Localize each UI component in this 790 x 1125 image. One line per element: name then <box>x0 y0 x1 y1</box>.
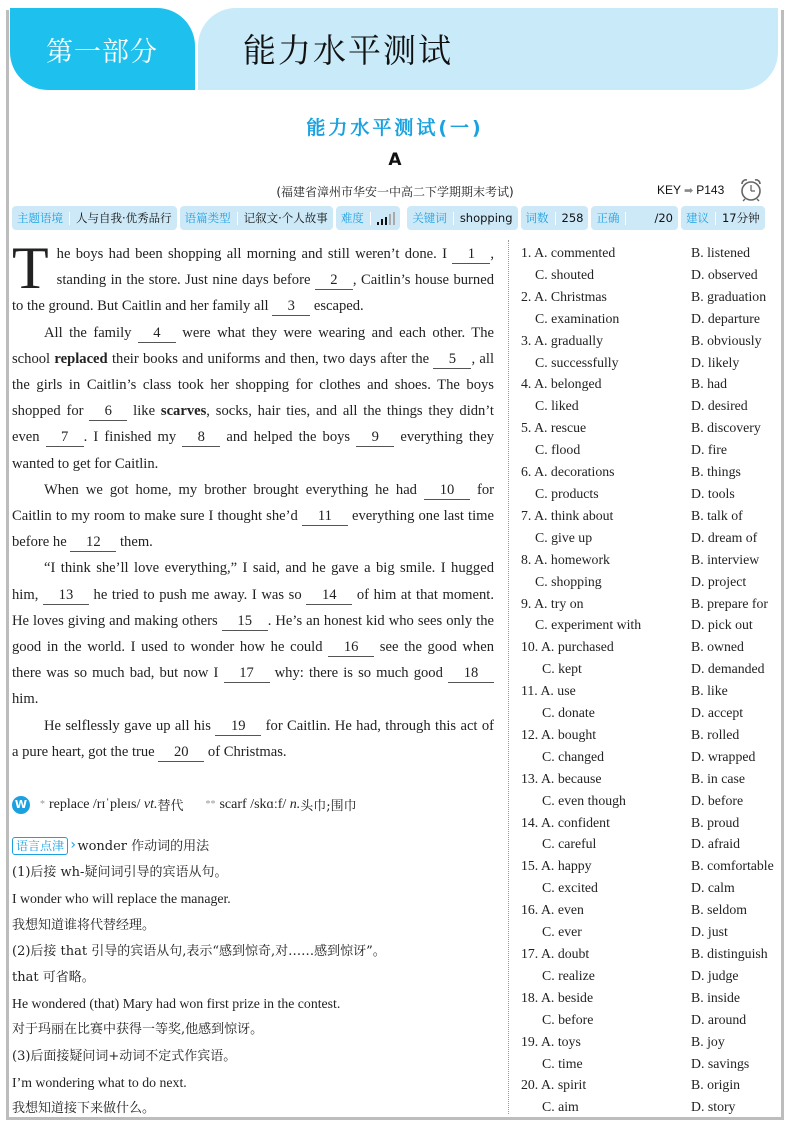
option-b[interactable]: B. in case <box>691 770 746 786</box>
question-19-row-ab <box>521 1031 779 1053</box>
note-line: (2)后接 that 引导的宾语从句,表示“感到惊奇,对……感到惊讶”。 <box>12 943 386 959</box>
type-label: 语篇类型 <box>184 211 231 225</box>
part-badge <box>10 8 195 90</box>
question-number: 8. <box>521 551 532 567</box>
option-c[interactable]: C. products <box>535 485 599 501</box>
note-line: (3)后面接疑问词+动词不定式作宾语。 <box>12 1048 237 1064</box>
question-19-row-cd <box>521 1053 779 1075</box>
exam-source: (福建省漳州市华安一中高二下学期期末考试) <box>276 185 514 199</box>
blank-8: 8 <box>182 428 220 447</box>
blank-19: 19 <box>215 717 261 736</box>
note-line: 我想知道谁将代替经理。 <box>12 917 156 933</box>
question-8-row-ab <box>521 549 779 571</box>
key-word-replaced: replaced <box>54 350 108 367</box>
text-type-tag <box>180 206 333 230</box>
paragraph-5: He selflessly gave up all his 19 for Caitlin. He had, through this act of a pure heart, got the true 20 of Christmas. <box>12 717 495 760</box>
key-label: KEY <box>657 183 682 197</box>
option-c[interactable]: C. examination <box>535 310 620 326</box>
option-b[interactable]: B. things <box>691 464 741 480</box>
difficulty-bar <box>377 222 380 225</box>
option-c[interactable]: C. aim <box>542 1099 579 1115</box>
language-note-tag: 语言点津 › <box>12 837 68 855</box>
answer-options <box>521 242 779 1118</box>
theme-label: 主题语境 <box>17 211 63 225</box>
keyword-label: 关键词 <box>412 211 447 225</box>
vocab-word-2: scarf <box>219 796 247 812</box>
question-11-row-ab <box>521 680 779 702</box>
option-a[interactable]: A. gradually <box>534 332 604 348</box>
note-line: that 可省略。 <box>12 970 95 986</box>
question-18-row-cd <box>521 1009 779 1031</box>
cloze-passage <box>12 235 495 765</box>
option-c[interactable]: C. shopping <box>535 573 602 589</box>
option-c[interactable]: C. careful <box>542 836 597 852</box>
question-1-row-ab <box>521 242 779 264</box>
correct-count-tag <box>591 206 678 230</box>
vocab-pos-2: n. <box>289 796 301 812</box>
question-14-row-ab <box>521 812 779 834</box>
option-a[interactable]: A. think about <box>534 507 614 523</box>
question-18-row-ab <box>521 987 779 1009</box>
theme-value: 人与自我·优秀品行 <box>76 211 172 225</box>
option-b[interactable]: B. like <box>691 683 728 699</box>
option-b[interactable]: B. proud <box>691 814 740 830</box>
option-a[interactable]: A. decorations <box>534 464 615 480</box>
double-star-icon: ** <box>205 799 216 810</box>
paragraph-3: When we got home, my brother brought everything he had 10 for Caitlin to my room to make sure I thought she’d 11 everything one last time before he 12 them. <box>12 481 494 551</box>
question-8-row-cd <box>521 571 779 593</box>
question-2-row-cd <box>521 308 779 330</box>
difficulty-tag <box>336 206 401 230</box>
option-c[interactable]: C. kept <box>542 661 582 677</box>
info-bar <box>12 206 765 230</box>
word-icon: W <box>12 796 30 814</box>
question-number: 7. <box>521 507 532 523</box>
option-d[interactable]: D. desired <box>691 398 748 414</box>
language-note-header <box>12 833 502 860</box>
blank-9: 9 <box>356 428 394 447</box>
vocab-phonetic-1: /rɪˈpleɪs/ <box>92 796 141 812</box>
option-c[interactable]: C. successfully <box>535 354 619 370</box>
question-4-row-cd <box>521 395 779 417</box>
blank-4: 4 <box>138 324 176 343</box>
paragraph-2: All the family 4 were what they were wearing and each other. The school replaced their books and uniforms and then, two days after the 5 , all the girls in Caitlin’s class took her shopping for clothes and shoes. The boys shopped for 6 like scarves, socks, hair ties, and all the things they didn’t even 7 . I finished my 8 and helped the boys 9 everything they wanted to get for Caitlin. <box>12 324 494 472</box>
paragraph-1: The boys had been shopping all morning and still weren’t done. I 1 , standing in the store. Just nine days before 2 , Caitlin’s house burned to the ground. But Caitlin and her family all 3 escaped. <box>12 235 494 315</box>
option-b[interactable]: B. rolled <box>691 726 740 742</box>
question-number: 1. <box>521 245 532 260</box>
question-14-row-cd <box>521 833 779 855</box>
question-number: 4. <box>521 376 532 392</box>
option-d[interactable]: D. around <box>691 1011 747 1027</box>
blank-12: 12 <box>70 533 116 552</box>
question-7-row-cd <box>521 527 779 549</box>
option-c[interactable]: C. ever <box>542 924 582 940</box>
header-banner <box>10 8 778 90</box>
question-12-row-cd <box>521 746 779 768</box>
option-a[interactable]: A. confident <box>540 814 610 830</box>
question-number: 6. <box>521 464 532 480</box>
option-b[interactable]: B. origin <box>691 1077 741 1093</box>
keyword-tag <box>407 206 517 230</box>
option-d[interactable]: D. story <box>691 1099 736 1115</box>
word-count-value: 258 <box>561 211 584 225</box>
word-count-label: 词数 <box>525 211 549 225</box>
question-1-row-cd <box>521 264 779 286</box>
question-10-row-ab <box>521 636 779 658</box>
option-a[interactable]: A. bought <box>540 726 597 742</box>
question-5-row-cd <box>521 439 779 461</box>
option-b[interactable]: B. listened <box>691 245 751 260</box>
option-b[interactable]: B. prepare for <box>691 595 768 611</box>
key-page: P143 <box>696 183 725 197</box>
option-a[interactable]: A. homework <box>534 551 610 567</box>
question-number: 2. <box>521 288 532 304</box>
suggested-time-label: 建议 <box>685 211 709 225</box>
blank-1: 1 <box>452 245 490 264</box>
blank-20: 20 <box>158 743 204 762</box>
question-number: 5. <box>521 420 532 436</box>
difficulty-bar <box>381 219 384 225</box>
option-b[interactable]: B. interview <box>691 551 760 567</box>
question-number: 14. <box>521 814 539 830</box>
word-count-tag <box>521 206 589 230</box>
question-17-row-ab <box>521 943 779 965</box>
blank-15: 15 <box>222 612 268 631</box>
blank-14: 14 <box>306 586 352 605</box>
option-c[interactable]: C. liked <box>535 398 579 414</box>
option-d[interactable]: D. observed <box>691 266 758 282</box>
question-number: 11. <box>521 683 538 699</box>
option-d[interactable]: D. judge <box>691 967 739 983</box>
question-6-row-cd <box>521 483 779 505</box>
question-number: 17. <box>521 946 539 961</box>
option-d[interactable]: D. afraid <box>691 836 741 852</box>
option-d[interactable]: D. dream of <box>691 529 758 545</box>
question-number: 15. <box>521 858 539 874</box>
page-border-right <box>781 10 784 1120</box>
option-d[interactable]: D. wrapped <box>691 748 756 764</box>
option-c[interactable]: C. time <box>542 1055 583 1071</box>
note-line: 对于玛丽在比赛中获得一等奖,他感到惊讶。 <box>12 1022 264 1038</box>
blank-16: 16 <box>328 638 374 657</box>
option-b[interactable]: B. joy <box>691 1033 725 1049</box>
question-10-row-cd <box>521 658 779 680</box>
option-d[interactable]: D. just <box>691 924 728 940</box>
option-d[interactable]: D. savings <box>691 1055 750 1071</box>
option-d[interactable]: D. pick out <box>691 617 753 633</box>
option-d[interactable]: D. departure <box>691 310 760 326</box>
question-number: 9. <box>521 595 532 611</box>
correct-label: 正确 <box>596 211 620 225</box>
option-c[interactable]: C. changed <box>542 748 605 764</box>
question-number: 10. <box>521 639 539 655</box>
option-c[interactable]: C. experiment with <box>535 617 642 633</box>
question-12-row-ab <box>521 724 779 746</box>
option-b[interactable]: B. owned <box>691 639 744 655</box>
paragraph-4: “I think she’ll love everything,” I said, and he gave a big smile. I hugged him, 13 he tried to push me away. I was so 14 of him at that moment. He loves giving and making others 15 . He’s an honest kid who sees only the good in the world. I used to wonder how he could 16 see the good when there was so much bad, but now I 17 why: there is so much good 18 him. <box>12 560 495 708</box>
option-d[interactable]: D. demanded <box>691 661 765 677</box>
option-c[interactable]: C. even though <box>542 792 626 808</box>
question-16-row-cd <box>521 921 779 943</box>
option-a[interactable]: A. happy <box>540 858 592 874</box>
option-d[interactable]: D. before <box>691 792 744 808</box>
vocab-word-1: replace <box>49 796 90 812</box>
part-label: 第一部分 <box>46 37 158 68</box>
option-d[interactable]: D. calm <box>691 880 735 896</box>
blank-5: 5 <box>433 350 471 369</box>
question-number: 19. <box>521 1033 539 1049</box>
question-number: 13. <box>521 770 539 786</box>
question-number: 3. <box>521 332 532 348</box>
question-20-row-ab <box>521 1074 779 1096</box>
question-13-row-cd <box>521 790 779 812</box>
correct-value: /20 <box>654 211 673 225</box>
star-icon: * <box>40 799 45 810</box>
difficulty-label: 难度 <box>340 211 364 225</box>
vocab-meaning-1: 替代 <box>157 799 184 814</box>
question-4-row-ab <box>521 373 779 395</box>
blank-18: 18 <box>448 664 494 683</box>
question-number: 16. <box>521 902 539 918</box>
question-number: 20. <box>521 1077 539 1093</box>
option-c[interactable]: C. before <box>542 1011 594 1027</box>
question-9-row-ab <box>521 593 779 615</box>
question-9-row-cd <box>521 614 779 636</box>
question-3-row-ab <box>521 330 779 352</box>
note-line: 我想知道接下来做什么。 <box>12 1101 156 1117</box>
option-c[interactable]: C. excited <box>542 880 598 896</box>
option-b[interactable]: B. discovery <box>691 420 761 436</box>
option-c[interactable]: C. realize <box>542 967 595 983</box>
question-7-row-ab <box>521 505 779 527</box>
theme-tag <box>12 206 177 230</box>
note-line: I wonder who will replace the manager. <box>12 891 231 907</box>
option-b[interactable]: B. distinguish <box>691 946 768 961</box>
drop-cap: T <box>12 235 49 301</box>
question-2-row-ab <box>521 286 779 308</box>
question-number: 18. <box>521 989 539 1005</box>
option-a[interactable]: A. toys <box>540 1033 581 1049</box>
vocabulary-note <box>12 795 357 814</box>
note-line: I’m wondering what to do next. <box>12 1074 187 1090</box>
difficulty-bars-icon <box>377 212 396 225</box>
option-c[interactable]: C. flood <box>535 442 581 458</box>
question-5-row-ab <box>521 417 779 439</box>
option-a[interactable]: A. Christmas <box>534 288 607 304</box>
question-13-row-ab <box>521 768 779 790</box>
question-16-row-ab <box>521 899 779 921</box>
blank-13: 13 <box>43 586 89 605</box>
option-d[interactable]: D. project <box>691 573 747 589</box>
option-b[interactable]: B. graduation <box>691 288 767 304</box>
option-b[interactable]: B. had <box>691 376 728 392</box>
option-a[interactable]: A. doubt <box>540 946 590 961</box>
option-a[interactable]: A. use <box>540 683 576 699</box>
option-c[interactable]: C. shouted <box>535 266 595 282</box>
option-c[interactable]: C. donate <box>542 705 595 721</box>
blank-2: 2 <box>315 271 353 290</box>
key-word-scarves: scarves <box>160 403 207 420</box>
option-a[interactable]: A. spirit <box>540 1077 587 1093</box>
difficulty-bar <box>385 217 388 225</box>
option-c[interactable]: C. give up <box>535 529 593 545</box>
option-d[interactable]: D. accept <box>691 705 744 721</box>
question-number: 12. <box>521 726 539 742</box>
difficulty-bar <box>389 214 392 225</box>
blank-7: 7 <box>46 428 84 447</box>
page-border-left <box>6 10 9 1120</box>
language-note <box>12 833 502 1122</box>
vocab-pos-1: vt. <box>143 796 158 812</box>
vocab-phonetic-2: /skɑːf/ <box>250 796 287 812</box>
question-6-row-ab <box>521 461 779 483</box>
blank-3: 3 <box>272 297 310 316</box>
question-15-row-cd <box>521 877 779 899</box>
question-3-row-cd <box>521 352 779 374</box>
column-divider <box>508 240 509 1114</box>
difficulty-bar <box>393 212 396 225</box>
option-a[interactable]: A. beside <box>540 989 594 1005</box>
blank-17: 17 <box>224 664 270 683</box>
option-a[interactable]: A. purchased <box>540 639 614 655</box>
test-title: 能力水平测试(一) <box>306 117 484 139</box>
language-note-title: wonder 作动词的用法 <box>77 839 210 854</box>
option-a[interactable]: A. rescue <box>534 420 587 436</box>
option-d[interactable]: D. tools <box>691 485 735 501</box>
option-d[interactable]: D. likely <box>691 354 740 370</box>
option-a[interactable]: A. belonged <box>534 376 602 392</box>
answer-key-ref <box>657 183 724 197</box>
question-20-row-cd <box>521 1096 779 1118</box>
note-line: He wondered (that) Mary had won first prize in the contest. <box>12 996 341 1012</box>
option-b[interactable]: B. seldom <box>691 902 747 918</box>
note-line: (1)后接 wh-疑问词引导的宾语从句。 <box>12 865 228 881</box>
blank-6: 6 <box>89 402 127 421</box>
option-a[interactable]: A. because <box>540 770 602 786</box>
section-letter: A <box>388 150 402 170</box>
question-17-row-cd <box>521 965 779 987</box>
vocab-meaning-2: 头巾;围巾 <box>300 799 357 814</box>
suggested-time-tag <box>681 206 765 230</box>
option-b[interactable]: B. obviously <box>691 332 762 348</box>
question-15-row-ab <box>521 855 779 877</box>
section-title: 能力水平测试 <box>243 31 453 70</box>
question-11-row-cd <box>521 702 779 724</box>
type-value: 记叙文·个人故事 <box>243 211 328 225</box>
option-a[interactable]: A. try on <box>534 595 584 611</box>
option-a[interactable]: A. commented <box>534 245 616 260</box>
arrow-right-icon: ➡ <box>684 185 694 197</box>
keyword-value: shopping <box>459 211 513 225</box>
option-b[interactable]: B. talk of <box>691 507 743 523</box>
alarm-clock-icon <box>738 177 764 203</box>
section-header <box>198 8 778 90</box>
blank-11: 11 <box>302 507 348 526</box>
option-a[interactable]: A. even <box>540 902 584 918</box>
blank-10: 10 <box>424 481 470 500</box>
option-d[interactable]: D. fire <box>691 442 728 458</box>
option-b[interactable]: B. inside <box>691 989 741 1005</box>
option-b[interactable]: B. comfortable <box>691 858 774 874</box>
suggested-time-value: 17分钟 <box>721 211 760 225</box>
